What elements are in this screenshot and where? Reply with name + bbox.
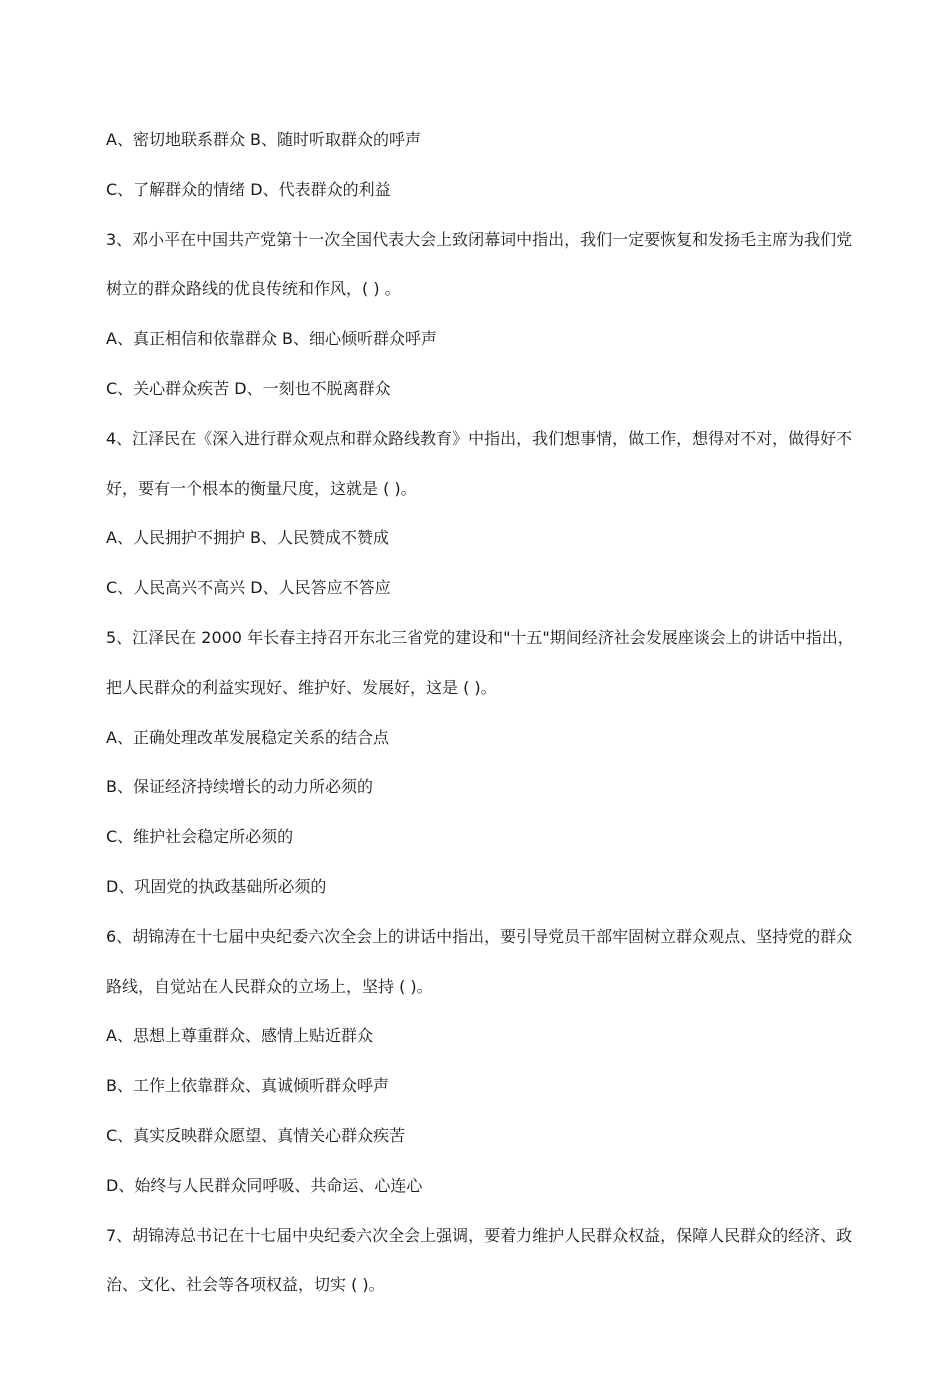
option-line: C、了解群众的情绪 D、代表群众的利益	[106, 179, 391, 199]
question-line: 7、胡锦涛总书记在十七届中央纪委六次全会上强调，要着力维护人民群众权益，保障人民群众的经济、政	[106, 1225, 853, 1245]
option-line: C、维护社会稳定所必须的	[106, 827, 294, 847]
option-line: A、人民拥护不拥护 B、人民赞成不赞成	[106, 528, 390, 548]
question-line: 好，要有一个根本的衡量尺度，这就是 ( )。	[106, 478, 417, 498]
question-line: 6、胡锦涛在十七届中央纪委六次全会上的讲话中指出，要引导党员干部牢固树立群众观点、坚持党的群众	[106, 926, 853, 946]
option-line: A、思想上尊重群众、感情上贴近群众	[106, 1026, 373, 1046]
option-line: D、始终与人民群众同呼吸、共命运、心连心	[106, 1175, 423, 1195]
option-line: B、保证经济持续增长的动力所必须的	[106, 777, 373, 797]
option-line: D、巩固党的执政基础所必须的	[106, 876, 327, 896]
option-line: A、正确处理改革发展稳定关系的结合点	[106, 727, 389, 747]
question-line: 4、江泽民在《深入进行群众观点和群众路线教育》中指出，我们想事情，做工作，想得对不对，做得好不	[106, 428, 853, 448]
option-line: A、真正相信和依靠群众 B、细心倾听群众呼声	[106, 329, 438, 349]
question-line: 治、文化、社会等各项权益，切实 ( )。	[106, 1275, 385, 1295]
question-line: 3、邓小平在中国共产党第十一次全国代表大会上致闭幕词中指出，我们一定要恢复和发扬毛主席为我们党	[106, 229, 853, 249]
question-line: 路线，自觉站在人民群众的立场上，坚持 ( )。	[106, 976, 433, 996]
question-line: 树立的群众路线的优良传统和作风，( ) 。	[106, 279, 401, 299]
option-line: C、关心群众疾苦 D、一刻也不脱离群众	[106, 378, 391, 398]
question-line: 把人民群众的利益实现好、维护好、发展好，这是 ( )。	[106, 677, 497, 697]
option-line: A、密切地联系群众 B、随时听取群众的呼声	[106, 130, 422, 149]
option-line: C、人民高兴不高兴 D、人民答应不答应	[106, 578, 391, 598]
option-line: B、工作上依靠群众、真诚倾听群众呼声	[106, 1076, 389, 1096]
document-body	[106, 124, 886, 1319]
option-line: C、真实反映群众愿望、真情关心群众疾苦	[106, 1125, 406, 1145]
question-line: 5、江泽民在 2000 年长春主持召开东北三省党的建设和"十五"期间经济社会发展座谈会上的讲话中指出，	[106, 627, 854, 647]
